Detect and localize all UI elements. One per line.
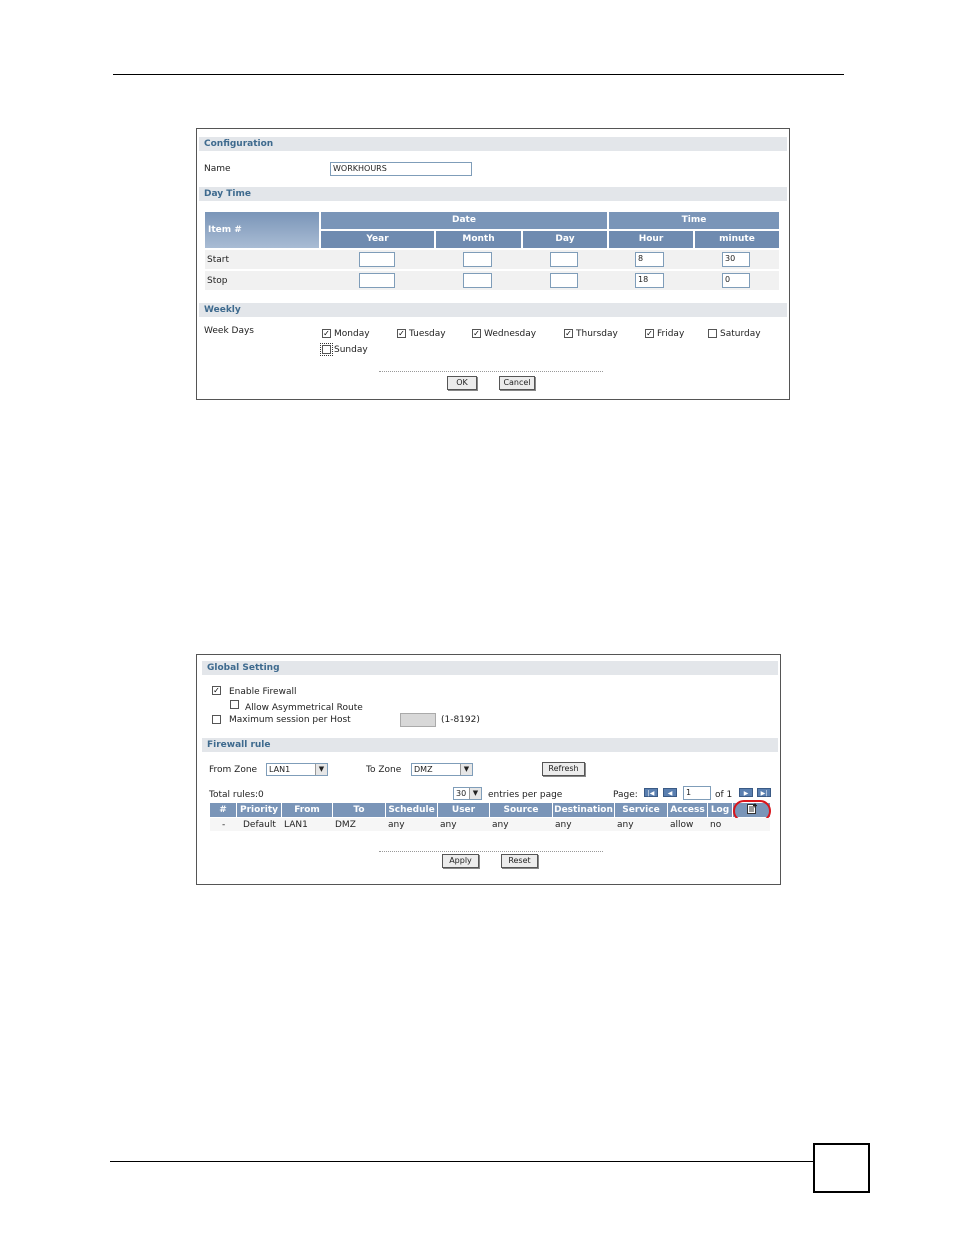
row-schedule: any [388,820,405,830]
footer-rule [110,1161,813,1162]
global-setting-section-title: Global Setting [202,661,778,675]
saturday-checkbox[interactable] [708,329,717,338]
stop-row [205,271,779,290]
previous-page-icon[interactable]: ◀ [663,788,677,797]
year-header: Year [321,231,434,248]
col-priority-header: Priority [237,803,281,817]
wednesday-checkbox[interactable]: ✓ [473,329,480,338]
item-header-text: Item # [208,225,242,235]
start-day-input[interactable] [550,252,578,267]
stop-day-input[interactable] [550,273,578,288]
row-user: any [440,820,457,830]
col-schedule-header: Schedule [386,803,437,817]
firewall-rule-section-title: Firewall rule [202,738,778,752]
col-destination-header: Destination [554,805,613,815]
page-of-label: of 1 [715,790,733,800]
time-header: Time [609,212,779,229]
thursday-checkbox[interactable]: ✓ [565,329,572,338]
col-access-header: Access [668,803,707,817]
col-source-header: Source [490,803,552,817]
max-session-range: (1-8192) [441,715,480,725]
from-zone-value: LAN1 [269,765,291,774]
tuesday-checkbox[interactable]: ✓ [398,329,405,338]
col-user-header: User [438,803,489,817]
row-destination: any [555,820,572,830]
first-page-icon[interactable]: |◀ [644,788,658,797]
max-session-label: Maximum session per Host [229,715,351,725]
stop-year-input[interactable] [359,273,395,288]
row-priority: Default [243,820,276,830]
monday-checkbox[interactable]: ✓ [323,329,330,338]
refresh-button[interactable]: Refresh [542,762,585,776]
minute-header: minute [695,231,779,248]
chevron-down-icon: ▼ [460,764,472,775]
entries-per-page-select[interactable] [453,787,482,800]
saturday-label: Saturday [720,329,761,339]
hour-header: Hour [609,231,693,248]
month-header: Month [436,231,521,248]
monday-label: Monday [334,329,370,339]
enable-firewall-label: Enable Firewall [229,687,297,697]
enable-firewall-checkbox[interactable]: ✓ [213,686,220,695]
max-session-checkbox[interactable] [212,715,221,724]
schedule-button-divider [379,371,603,372]
start-row [205,250,779,269]
date-header: Date [321,212,607,229]
friday-checkbox[interactable]: ✓ [646,329,653,338]
page-input[interactable]: 1 [683,786,711,800]
entries-per-page-label: entries per page [488,790,563,800]
row-to: DMZ [335,820,356,830]
page-number-box [813,1143,870,1193]
last-page-icon[interactable]: ▶| [757,788,771,797]
week-days-label: Week Days [204,326,254,336]
thursday-label: Thursday [576,329,618,339]
allow-asymmetrical-route-checkbox[interactable] [230,700,239,709]
day-time-section-title: Day Time [199,187,787,201]
to-zone-label: To Zone [366,765,402,775]
reset-button[interactable]: Reset [501,854,538,868]
col-number-header: # [210,803,236,817]
row-number: - [222,820,226,830]
to-zone-value: DMZ [414,765,433,774]
to-zone-select[interactable] [411,763,473,776]
col-from-header: From [282,803,332,817]
stop-label: Stop [207,276,228,286]
row-from: LAN1 [284,820,308,830]
name-label: Name [204,164,231,174]
chevron-down-icon: ▼ [469,788,481,799]
max-session-input[interactable] [400,713,436,727]
name-input[interactable]: WORKHOURS [330,162,472,176]
start-hour-input[interactable]: 8 [635,252,664,267]
entries-per-page-value: 30 [456,789,467,798]
col-to-header: To [333,803,385,817]
header-rule [113,74,844,75]
page-label: Page: [613,790,638,800]
item-header [205,212,319,248]
friday-label: Friday [657,329,685,339]
col-log-header: Log [708,803,732,817]
allow-asymmetrical-route-label: Allow Asymmetrical Route [245,703,363,713]
start-label: Start [207,255,229,265]
sunday-checkbox[interactable] [322,345,331,354]
start-year-input[interactable] [359,252,395,267]
firewall-panel [196,654,781,885]
ok-button[interactable]: OK [447,376,477,390]
row-service: any [617,820,634,830]
next-page-icon[interactable]: ▶ [739,788,753,797]
schedule-panel [196,128,790,400]
day-header: Day [523,231,607,248]
col-service-header: Service [615,803,667,817]
row-source: any [492,820,509,830]
start-minute-input[interactable]: 30 [722,252,750,267]
start-month-input[interactable] [463,252,492,267]
tuesday-label: Tuesday [409,329,446,339]
apply-button[interactable]: Apply [442,854,479,868]
from-zone-select[interactable] [266,763,328,776]
wednesday-label: Wednesday [484,329,537,339]
stop-hour-input[interactable]: 18 [635,273,664,288]
total-rules-label: Total rules:0 [209,790,264,800]
row-log: no [710,820,722,830]
row-access: allow [670,820,694,830]
weekly-section-title: Weekly [199,303,787,317]
chevron-down-icon: ▼ [315,764,327,775]
sunday-label: Sunday [334,345,368,355]
cancel-button[interactable]: Cancel [499,376,535,390]
firewall-button-divider [379,851,603,852]
stop-month-input[interactable] [463,273,492,288]
from-zone-label: From Zone [209,765,258,775]
configuration-section-title: Configuration [199,137,787,151]
stop-minute-input[interactable]: 0 [722,273,750,288]
